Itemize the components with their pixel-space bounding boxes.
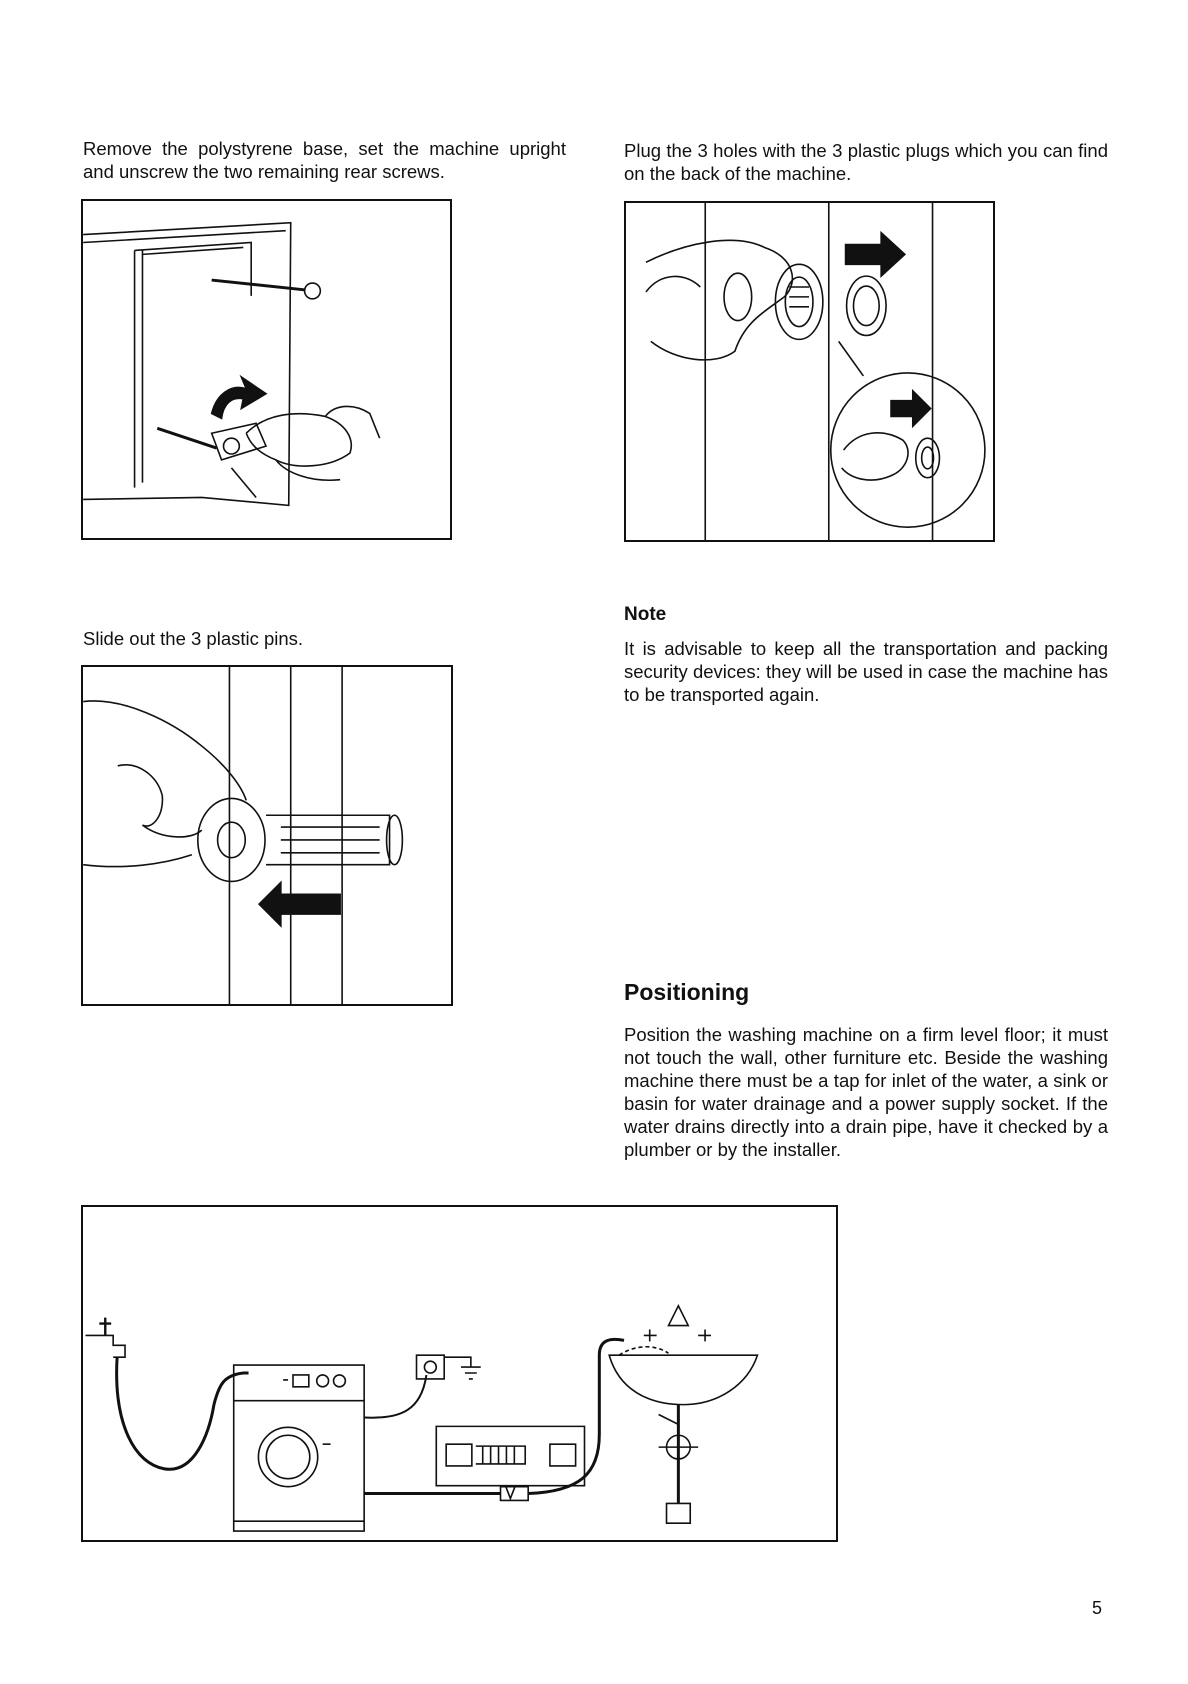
- positioning-heading: Positioning: [624, 979, 750, 1005]
- note-text: It is advisable to keep all the transportation and packing security devices: they will be used in case the machine has to be transported again.: [624, 638, 1108, 705]
- sink-icon: [609, 1306, 757, 1523]
- slide-pins-text: Slide out the 3 plastic pins.: [83, 628, 304, 649]
- figure-slide-pins: [81, 665, 453, 1006]
- positioning-text: Position the washing machine on a firm level floor; it must not touch the wall, other furniture etc. Beside the washing machine there must be a tap for inlet of the water, a sink or basin for water drainage and a power supply socket. If the water drains directly into a drain pipe, have it checked by a plumber or by the installer.: [624, 1024, 1108, 1160]
- remove-base-text: Remove the polystyrene base, set the machine upright and unscrew the two remaining rear screws.: [83, 138, 566, 182]
- arrow-icon: [891, 391, 931, 427]
- wrench-icon: [157, 423, 266, 460]
- arrow-icon: [846, 233, 905, 276]
- washing-machine-icon: [234, 1365, 364, 1531]
- figure-unscrew-screws: [81, 199, 452, 540]
- note-heading: Note: [624, 604, 667, 625]
- figure-plug-holes: [624, 201, 995, 542]
- tap-icon: [85, 1318, 125, 1358]
- page-number: 5: [1092, 1598, 1103, 1618]
- figure-positioning: [81, 1205, 838, 1542]
- plug-holes-text: Plug the 3 holes with the 3 plastic plugs which you can find on the back of the machine.: [624, 140, 1108, 184]
- arrow-icon: [212, 377, 266, 419]
- arrow-icon: [259, 882, 340, 925]
